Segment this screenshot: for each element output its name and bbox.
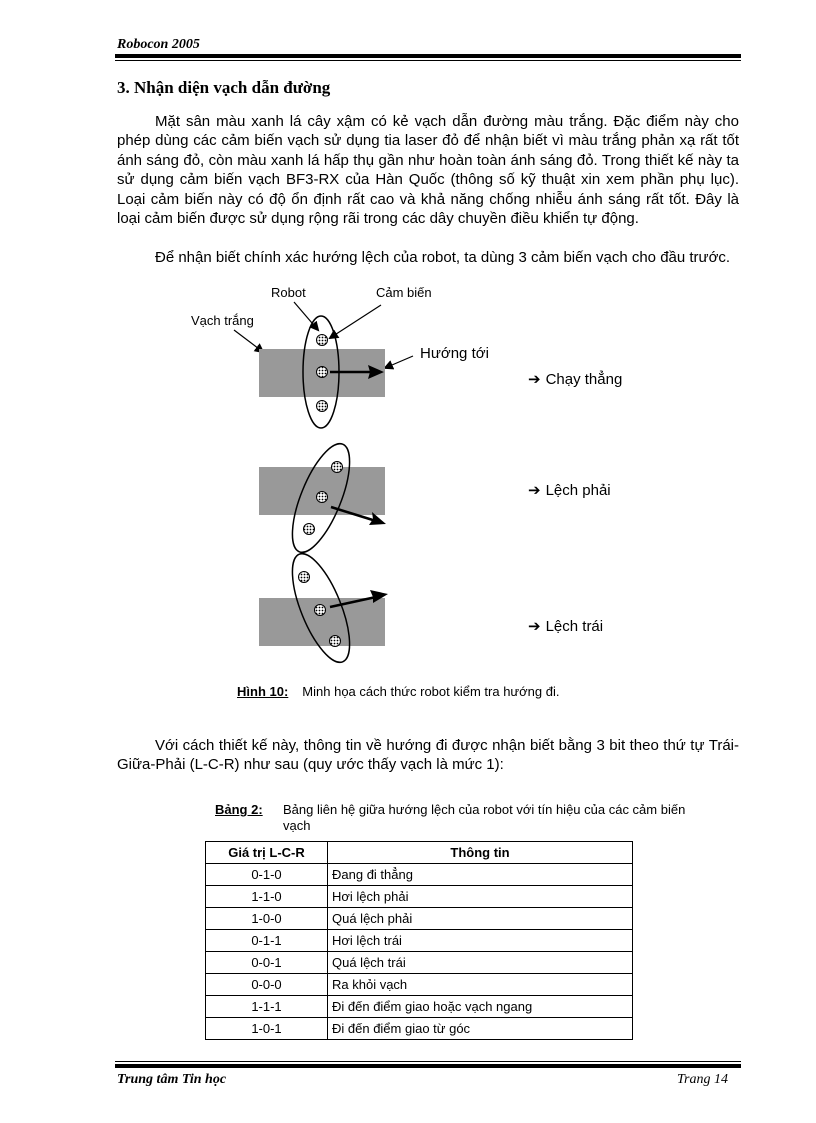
cell-info: Đang đi thẳng: [328, 864, 633, 886]
header-info: Thông tin: [328, 842, 633, 864]
table-row: [206, 996, 633, 1018]
sensor-center: [315, 605, 326, 616]
table-caption-text: Bảng liên hệ giữa hướng lệch của robot với tín hiệu của các cảm biến vạch: [283, 802, 686, 833]
section-heading: 3. Nhận diện vạch dẫn đường: [117, 78, 331, 97]
footer-rule-thin: [115, 1061, 741, 1062]
cell-info: Đi đến điểm giao hoặc vạch ngang: [328, 996, 633, 1018]
page-number: Trang 14: [677, 1072, 728, 1087]
figure-caption-text: Minh họa cách thức robot kiểm tra hướng đi.: [302, 684, 560, 699]
paragraph-sensors: Để nhận biết chính xác hướng lệch của robot, ta dùng 3 cảm biến vạch cho đầu trước.: [155, 249, 731, 266]
cell-lcr: 0-1-1: [206, 930, 328, 952]
pointer-white-line: [234, 330, 263, 352]
figure-caption-number: Hình 10:: [237, 684, 289, 699]
lcr-table: [205, 841, 633, 1040]
page-header-title: Robocon 2005: [117, 37, 200, 52]
cell-lcr: 1-1-0: [206, 886, 328, 908]
state-label-right: ➔ Lệch phải: [528, 482, 611, 499]
footer-rule-thick: [115, 1064, 741, 1068]
table-caption-number: Bảng 2:: [215, 802, 263, 817]
sensor-center: [317, 492, 328, 503]
state-left-diagram: [259, 547, 388, 670]
cell-lcr: 0-0-1: [206, 952, 328, 974]
table-row: [206, 864, 633, 886]
header-lcr: Giá trị L-C-R: [206, 842, 328, 864]
footer-left-text: Trung tâm Tin học: [117, 1072, 227, 1087]
table-header-row: [206, 842, 633, 864]
state-label-left: ➔ Lệch trái: [528, 618, 604, 635]
cell-info: Quá lệch trái: [328, 952, 633, 974]
sensor-right: [317, 401, 328, 412]
cell-lcr: 0-0-0: [206, 974, 328, 996]
sensor-left: [299, 572, 310, 583]
sensor-center: [317, 367, 328, 378]
cell-info: Quá lệch phải: [328, 908, 633, 930]
label-sensor: Cảm biến: [376, 285, 432, 300]
sensor-left: [332, 462, 343, 473]
table-row: [206, 974, 633, 996]
cell-info: Ra khỏi vạch: [328, 974, 633, 996]
figure-caption: [237, 684, 559, 699]
cell-lcr: 0-1-0: [206, 864, 328, 886]
table-row: [206, 1018, 633, 1040]
sensor-right: [330, 636, 341, 647]
cell-lcr: 1-0-0: [206, 908, 328, 930]
paragraph-intro: Mặt sân màu xanh lá cây xậm có kẻ vạch dẫn đường màu trắng. Đặc điểm này cho phép dùng các cảm biến vạch sử dụng tia laser đỏ để nhận biết vì màu trắng phản xạ rất tốt ánh sáng đỏ, còn màu xanh lá hấp thụ gần như hoàn toàn ánh sáng đỏ. Trong thiết kế này ta sử dụng cảm biến vạch BF3-RX của Hàn Quốc (thông số kỹ thuật xin xem phần phụ lục). Loại cảm biến này có độ ổn định rất cao và khả năng chống nhiễu ánh sáng rất tốt. Đây là loại cảm biến được sử dụng rộng rãi trong các dây chuyền điều khiển tự động.: [117, 113, 739, 228]
table-row: [206, 952, 633, 974]
pointer-robot: [294, 302, 318, 330]
sensor-left: [317, 335, 328, 346]
state-label-straight: ➔ Chạy thẳng: [528, 371, 623, 388]
label-forward: Hướng tới: [420, 345, 489, 362]
table-row: [206, 908, 633, 930]
pointer-sensor: [330, 305, 381, 338]
cell-info: Hơi lệch trái: [328, 930, 633, 952]
label-robot: Robot: [271, 285, 306, 300]
label-white-line: Vạch trắng: [191, 313, 254, 328]
cell-lcr: 1-1-1: [206, 996, 328, 1018]
state-right-diagram: [259, 437, 386, 560]
paragraph-lcr: Với cách thiết kế này, thông tin về hướng đi được nhận biết bằng 3 bit theo thứ tự Trái-Giữa-Phải (L-C-R) như sau (quy ước thấy vạch là mức 1):: [117, 737, 739, 774]
table-row: [206, 886, 633, 908]
table-row: [206, 930, 633, 952]
state-straight-diagram: [259, 316, 385, 428]
pointer-forward: [385, 356, 413, 368]
cell-info: Hơi lệch phải: [328, 886, 633, 908]
cell-info: Đi đến điểm giao từ góc: [328, 1018, 633, 1040]
cell-lcr: 1-0-1: [206, 1018, 328, 1040]
sensor-right: [304, 524, 315, 535]
